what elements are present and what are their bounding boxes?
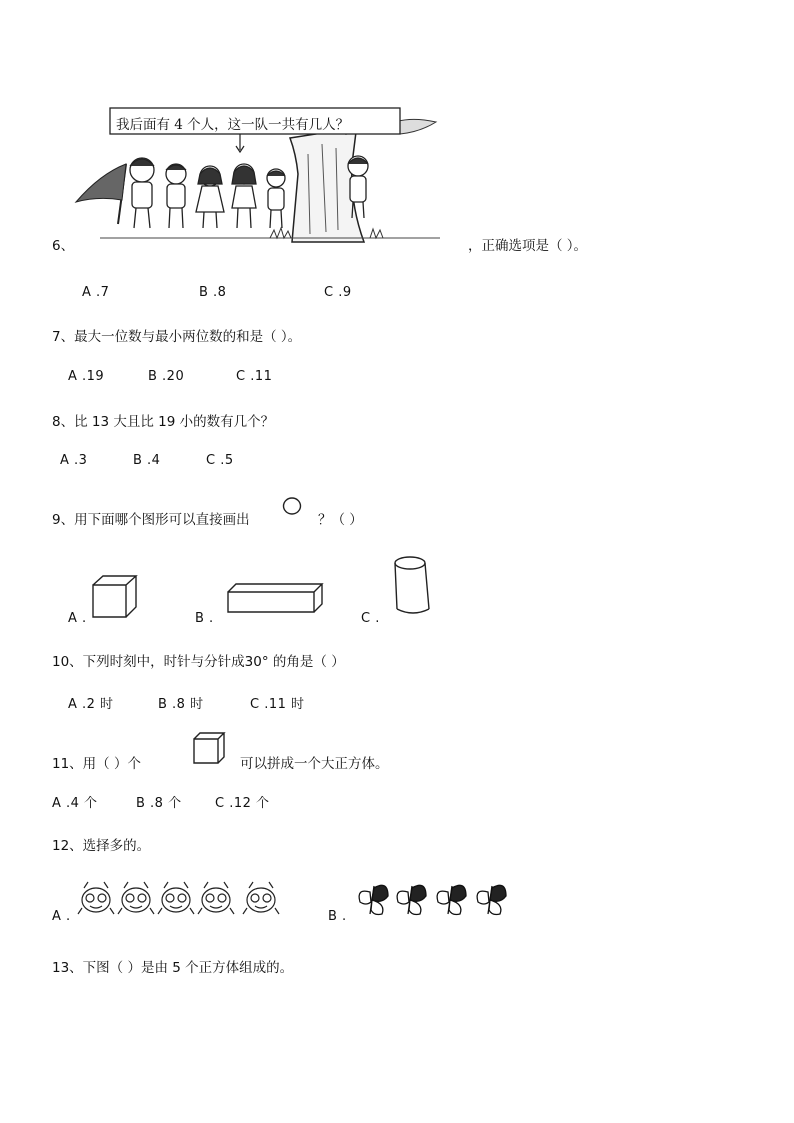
q8-option-c[interactable]: C .5 [206,453,234,468]
q9-option-a[interactable]: A . [68,611,87,626]
cylinder-icon[interactable] [391,553,433,617]
q7-option-b[interactable]: B .20 [148,369,185,384]
q6-speech-bubble-text: 我后面有 4 个人，这一队一共有几人？ [116,117,350,133]
q11-option-a[interactable]: A .4 个 [52,796,98,811]
q6-number: 6、 [52,238,75,254]
q11-question-end: 可以拼成一个大正方体。 [240,756,389,772]
q11-option-c[interactable]: C .12 个 [215,796,270,811]
q10-option-c[interactable]: C .11 时 [250,697,305,712]
q6-question-tail: ，正确选项是（ ）。 [468,238,588,254]
q6-option-b[interactable]: B .8 [199,285,227,300]
q10-option-a[interactable]: A .2 时 [68,697,114,712]
small-cube-icon [192,731,226,765]
q12-option-b[interactable]: B . [328,909,347,924]
q7-question: 7、最大一位数与最小两位数的和是（ ）。 [52,329,302,345]
q9-option-c[interactable]: C . [361,611,380,626]
q9-question-tail: ？（ ） [318,512,363,528]
q6-option-c[interactable]: C .9 [324,285,352,300]
q8-question: 8、比 13 大且比 19 小的数有几个？ [52,414,275,430]
q7-option-a[interactable]: A .19 [68,369,105,384]
q10-question: 10、下列时刻中，时针与分针成30° 的角是（ ） [52,654,345,670]
circle-icon [281,495,303,517]
q9-option-b[interactable]: B . [195,611,214,626]
q13-question: 13、下图（ ）是由 5 个正方体组成的。 [52,960,294,976]
q12-option-a[interactable]: A . [52,909,71,924]
q11-option-b[interactable]: B .8 个 [136,796,182,811]
butterflies-group-icon[interactable] [354,878,514,920]
q8-option-a[interactable]: A .3 [60,453,88,468]
q6-option-a[interactable]: A .7 [82,285,110,300]
bees-group-icon[interactable] [76,878,286,920]
q11-question-start: 11、用（ ）个 [52,756,141,772]
q9-question: 9、用下面哪个图形可以直接画出 [52,512,250,528]
q10-option-b[interactable]: B .8 时 [158,697,204,712]
q8-option-b[interactable]: B .4 [133,453,161,468]
cube-icon[interactable] [90,573,140,617]
q6-illustration [70,104,442,242]
q7-option-c[interactable]: C .11 [236,369,273,384]
cuboid-icon[interactable] [226,582,326,614]
q12-question: 12、选择多的。 [52,838,151,854]
